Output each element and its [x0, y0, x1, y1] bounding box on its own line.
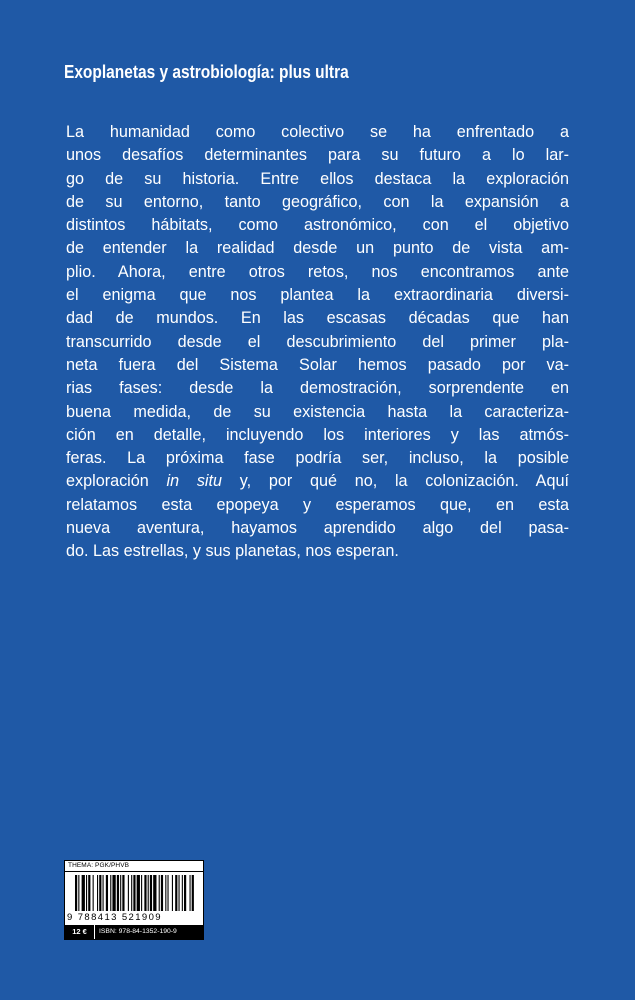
barcode-bar [99, 875, 101, 911]
back-cover-title: Exoplanetas y astrobiología: plus ultra [64, 62, 349, 82]
synopsis-line: relatamos esta epopeya y esperamos que, en esta [66, 495, 569, 514]
barcode-bar [88, 875, 90, 911]
barcode-bar [153, 875, 156, 911]
synopsis-line: do. Las estrellas, y sus planetas, nos esperan. [66, 542, 399, 561]
barcode-bar [78, 875, 79, 911]
synopsis-line: unos desafíos determinantes para su futuro a lo lar- [66, 146, 569, 165]
barcode-bar [182, 875, 183, 911]
barcode-bar [167, 875, 168, 911]
barcode-bar [141, 875, 142, 911]
barcode-bar [128, 875, 129, 911]
barcode-bar [165, 875, 166, 911]
synopsis-line: La humanidad como colectivo se ha enfrentado a [66, 123, 569, 141]
barcode-bar [184, 875, 186, 911]
barcode-bar [133, 875, 135, 911]
barcode-bar [159, 875, 160, 911]
synopsis-line: ción en detalle, incluyendo los interiores y las atmós- [66, 425, 569, 444]
synopsis-line: plio. Ahora, entre otros retos, nos encontramos ante [66, 262, 569, 281]
synopsis-line: el enigma que nos plantea la extraordinaria diversi- [66, 286, 569, 305]
barcode-bar [137, 875, 140, 911]
barcode-bar [178, 875, 179, 911]
barcode-bar [148, 875, 149, 911]
price-isbn-row [65, 925, 203, 939]
barcode-bar [82, 875, 85, 911]
barcode-bar [103, 875, 104, 911]
barcode-bar [144, 875, 146, 911]
isbn-label: ISBN: 978-84-1352-190-9 [99, 928, 177, 935]
barcode-bar [93, 875, 94, 911]
synopsis-line: feras. La próxima fase podría ser, incluso, la posible [66, 449, 569, 468]
barcode-bar [131, 875, 132, 911]
synopsis-italic: in situ [166, 472, 223, 491]
barcode-bar [161, 875, 163, 911]
synopsis-line-part: exploración [66, 472, 167, 491]
barcode-bar [97, 875, 98, 911]
synopsis-line-part: y, por qué no, la colonización. Aquí [222, 472, 569, 491]
barcode-bar [106, 875, 108, 911]
barcode-label [64, 860, 204, 940]
thema-code: THEMA: PGK/PHVB [68, 862, 130, 869]
synopsis-line: transcurrido desde el descubrimiento del primer pla- [66, 332, 569, 351]
barcode-bar [117, 875, 119, 911]
synopsis-line: go de su historia. Entre ellos destaca la exploración [66, 169, 569, 188]
barcode-bar [122, 875, 124, 911]
barcode-bar [172, 875, 173, 911]
barcode-bar [175, 875, 177, 911]
synopsis-line: de su entorno, tanto geográfico, con la expansión a [66, 192, 569, 211]
synopsis-line: de entender la realidad desde un punto de vista am- [66, 239, 569, 258]
barcode-bar [110, 875, 111, 911]
synopsis-line: neta fuera del Sistema Solar hemos pasado por va- [66, 355, 569, 374]
synopsis-line: rias fases: desde la demostración, sorprendente en [66, 379, 569, 398]
barcode-bar [86, 875, 87, 911]
thema-divider [65, 871, 203, 872]
barcode-bar [150, 875, 152, 911]
barcode-bar [112, 875, 115, 911]
barcode-bar [192, 875, 194, 911]
barcode-bar [190, 875, 191, 911]
barcode-bars [75, 875, 195, 911]
synopsis-line: distintos hábitats, como astronómico, con el objetivo [66, 216, 569, 235]
synopsis-text [66, 121, 569, 564]
synopsis-line: buena medida, de su existencia hasta la caracteriza- [66, 402, 569, 421]
synopsis-line: nueva aventura, hayamos aprendido algo del pasa- [66, 519, 569, 538]
barcode-digits: 9 788413 521909 [67, 912, 162, 923]
synopsis-line [66, 470, 569, 493]
price-label: 12 € [65, 925, 95, 939]
barcode-bar [75, 875, 77, 911]
synopsis-line: dad de mundos. En las escasas décadas que han [66, 309, 569, 328]
barcode-bar [120, 875, 121, 911]
